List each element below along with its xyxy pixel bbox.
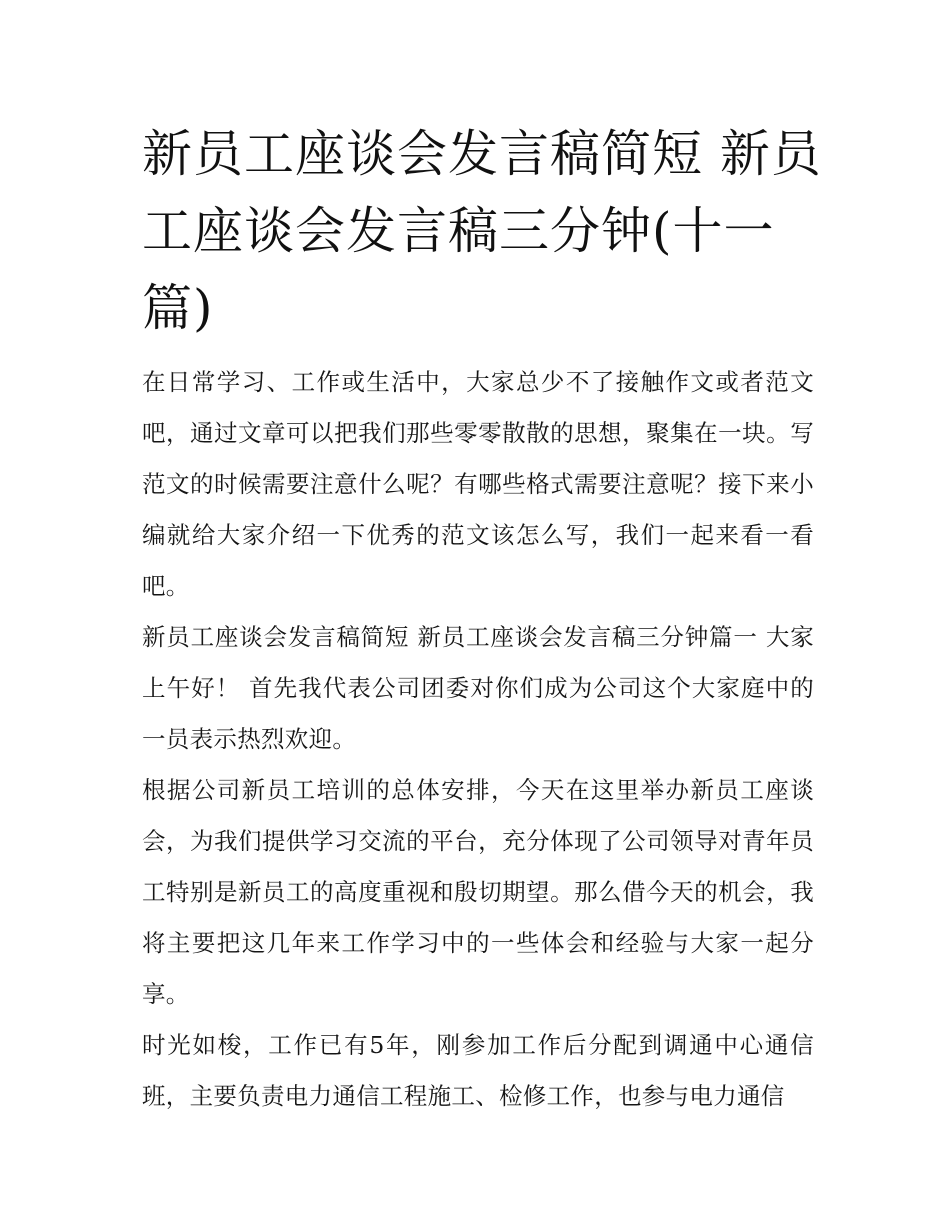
paragraph-arrangement: 根据公司新员工培训的总体安排，今天在这里举办新员工座谈会，为我们提供学习交流的平台，充分体现了公司领导对青年员工特别是新员工的高度重视和殷切期望。那么借今天的机会，我将主要把这几年来工作学习中的一些体会和经验与大家一起分享。 — [142, 776, 814, 1008]
paragraph-intro: 在日常学习、工作或生活中，大家总少不了接触作文或者范文吧，通过文章可以把我们那些零零散散的思想，聚集在一块。写范文的时候需要注意什么呢？有哪些格式需要注意呢？接下来小编就给大家介绍一下优秀的范文该怎么写，我们一起来看一看吧。 — [142, 368, 814, 600]
document-title: 新员工座谈会发言稿简短 新员工座谈会发言稿三分钟(十一篇) — [142, 125, 822, 337]
document-body — [142, 357, 814, 1122]
paragraph-experience: 时光如梭，工作已有5年，刚参加工作后分配到调通中心通信班，主要负责电力通信工程施工、检修工作，也参与电力通信 — [142, 1031, 814, 1110]
paragraph-greeting: 新员工座谈会发言稿简短 新员工座谈会发言稿三分钟篇一 大家上午好！ 首先我代表公司团委对你们成为公司这个大家庭中的一员表示热烈欢迎。 — [142, 623, 814, 753]
